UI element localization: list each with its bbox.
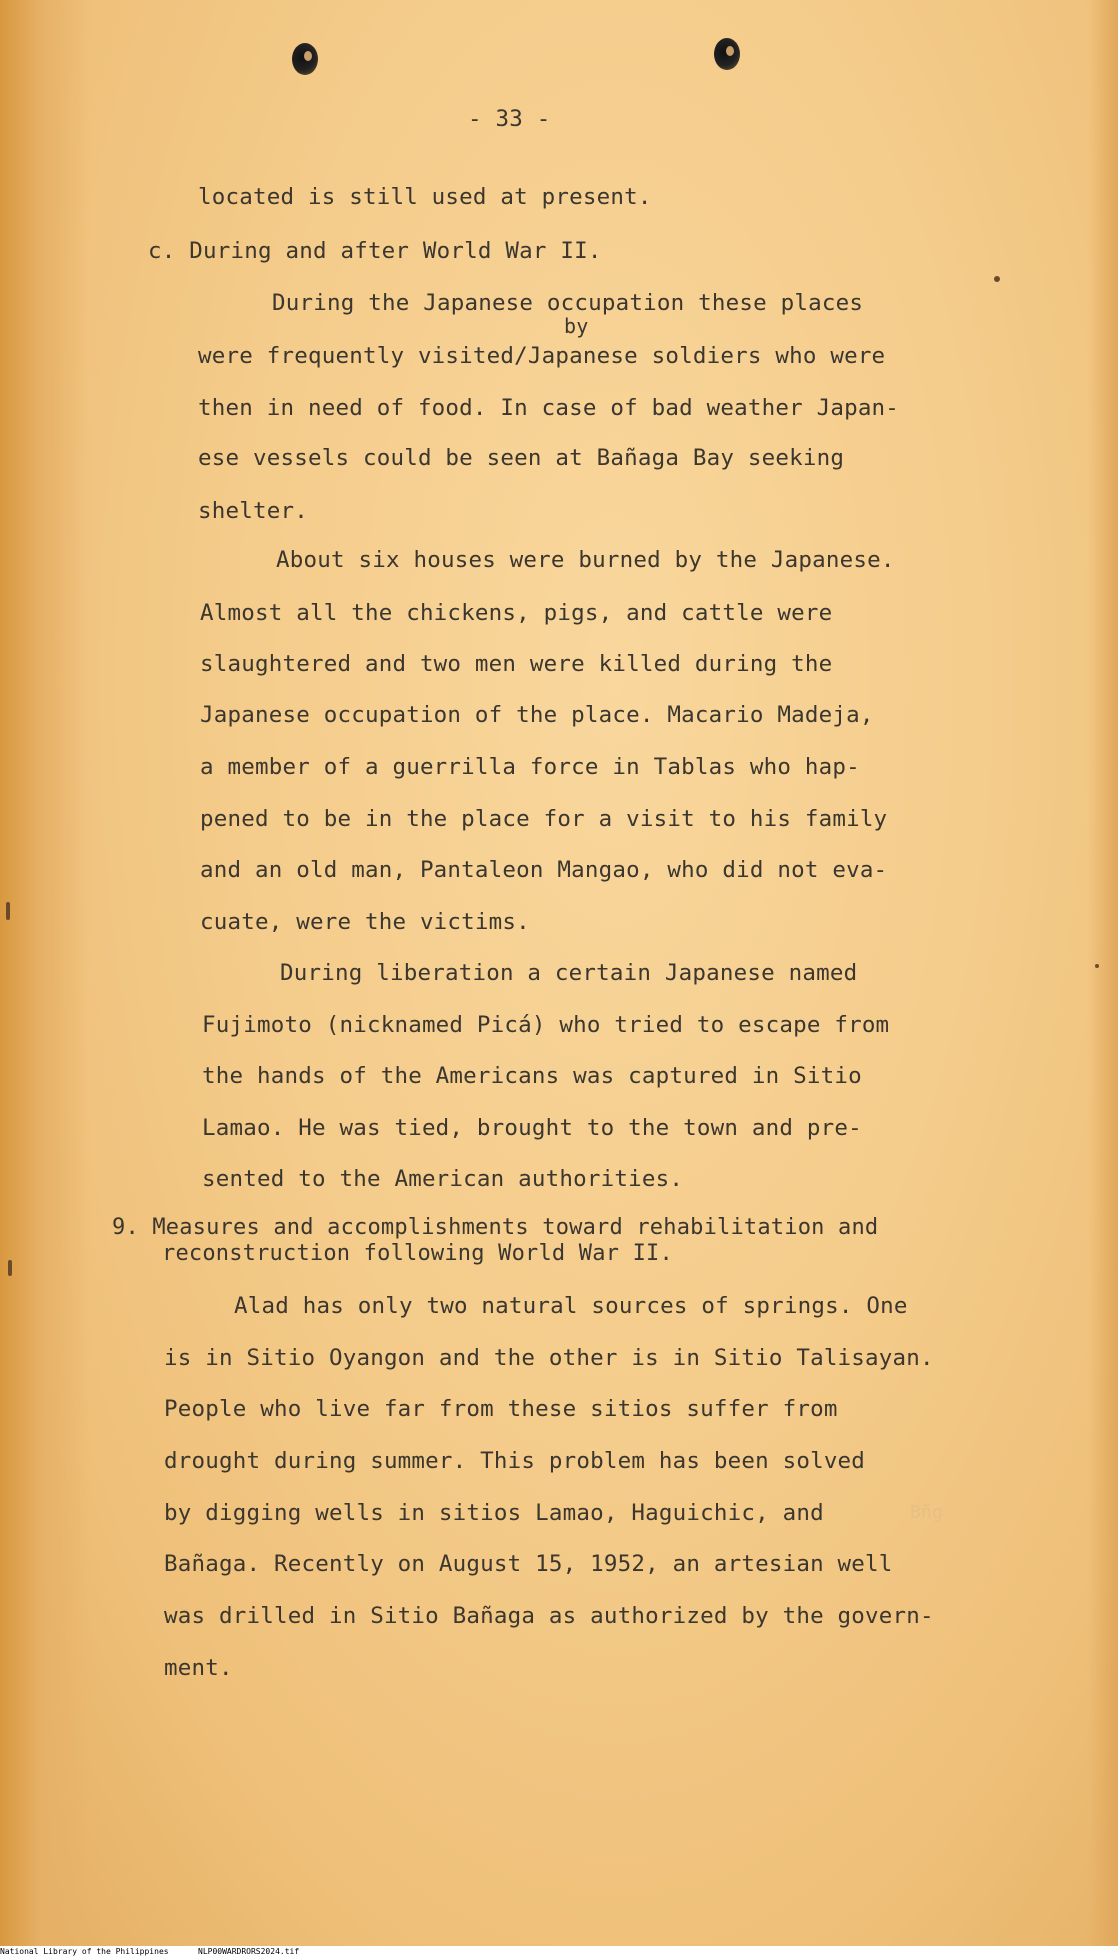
ink-spot [6,902,10,920]
text-line: People who live far from these sitios suffer from [164,1396,838,1422]
text-line: slaughtered and two men were killed during the [200,651,833,677]
text-line: Alad has only two natural sources of springs. One [234,1293,908,1319]
text-line: Japanese occupation of the place. Macario Madeja, [200,702,874,728]
text-line: During liberation a certain Japanese named [280,960,858,986]
text-line: sented to the American authorities. [202,1166,684,1192]
text-line: During the Japanese occupation these places [272,290,864,316]
footer-file-name: NLP00WARDRORS2024.tif [198,1947,300,1956]
text-line: shelter. [198,498,308,524]
ink-spot [8,1260,12,1276]
text-line: Fujimoto (nicknamed Picá) who tried to escape from [202,1012,890,1038]
page-number: - 33 - [468,106,551,132]
text-line: cuate, were the victims. [200,909,530,935]
text-line: is in Sitio Oyangon and the other is in Sitio Talisayan. [164,1345,934,1371]
text-line: Almost all the chickens, pigs, and cattle were [200,600,833,626]
section-heading: 9. Measures and accomplishments toward rehabilitation and [112,1215,879,1240]
handwritten-insertion: by [564,314,589,338]
punch-hole-left [292,43,318,75]
text-line: were frequently visited/Japanese soldiers who were [198,343,886,369]
text-line: Bañaga. Recently on August 15, 1952, an artesian well [164,1551,893,1577]
text-line: Lamao. He was tied, brought to the town and pre- [202,1115,862,1141]
page-edge-shadow-right [1088,0,1118,1946]
text-line: and an old man, Pantaleon Mangao, who did not eva- [200,857,888,883]
text-line: a member of a guerrilla force in Tablas who hap- [200,754,860,780]
footer-library-label: National Library of the Philippines [0,1947,169,1956]
section-heading: reconstruction following World War II. [162,1241,673,1266]
ink-spot [1095,964,1099,968]
scan-footer [0,1946,1118,1958]
text-line: drought during summer. This problem has been solved [164,1448,866,1474]
text-line: by digging wells in sitios Lamao, Haguichic, and [164,1500,824,1526]
crossed-out-word: Bñg [910,1502,944,1523]
text-line: was drilled in Sitio Bañaga as authorized by the govern- [164,1603,934,1629]
text-line: ment. [164,1655,233,1681]
text-line: located is still used at present. [198,184,652,210]
ink-spot [994,276,1000,282]
text-line: ese vessels could be seen at Bañaga Bay seeking [198,445,845,471]
text-line: pened to be in the place for a visit to his family [200,806,888,832]
page-edge-shadow-left [0,0,90,1946]
text-line: About six houses were burned by the Japanese. [276,547,895,573]
punch-hole-right [714,38,740,70]
text-line: then in need of food. In case of bad weather Japan- [198,395,900,421]
section-heading: c. During and after World War II. [148,238,602,264]
text-line: the hands of the Americans was captured in Sitio [202,1063,862,1089]
